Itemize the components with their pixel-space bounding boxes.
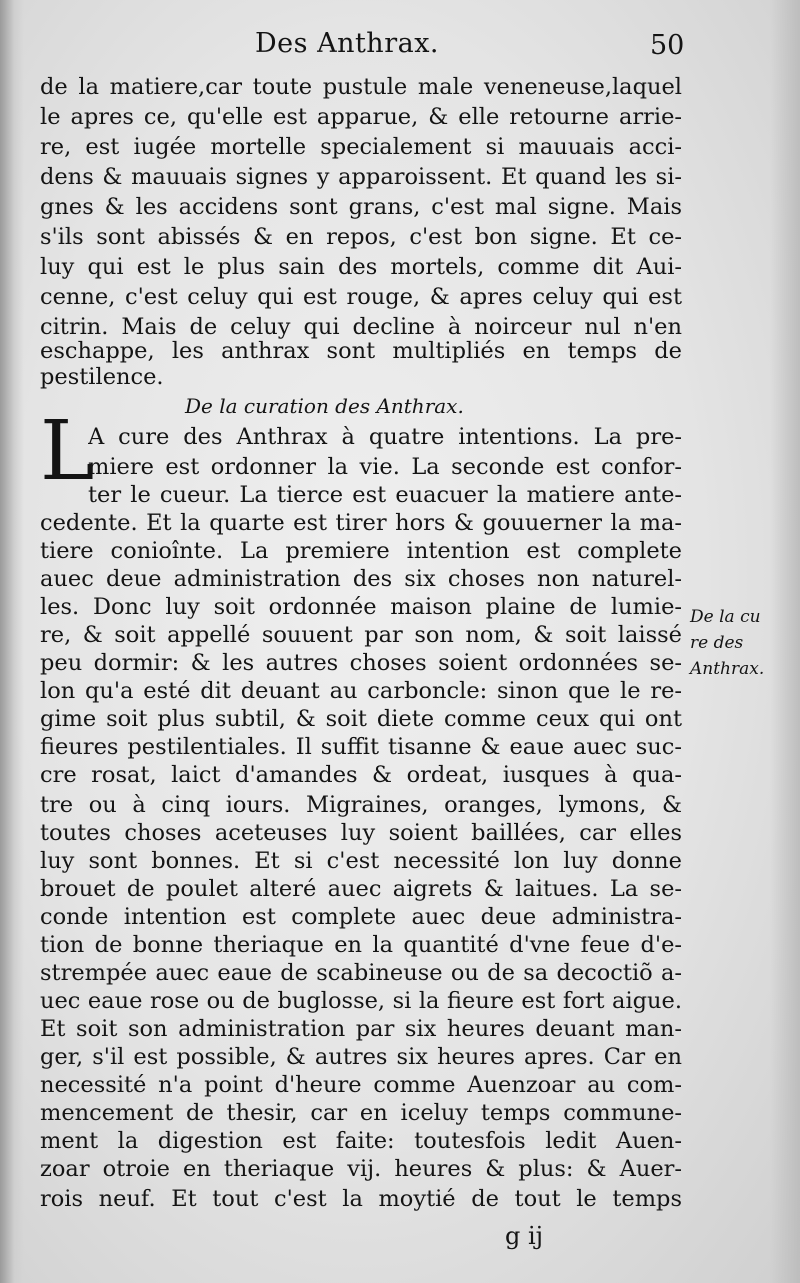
text-line: uec eaue rose ou de buglosse, si la fieure est fort aigue. xyxy=(40,988,682,1014)
section-heading: De la curation des Anthrax. xyxy=(185,394,464,418)
text-line: de la matiere,car toute pustule male veneneuse,laquel xyxy=(40,74,682,100)
text-line: Et soit son administration par six heures deuant man- xyxy=(40,1016,682,1042)
text-line: re, est iugée mortelle specialement si mauuais acci- xyxy=(40,134,682,160)
text-line: fieures pestilentiales. Il suffit tisanne & eaue auec suc- xyxy=(40,734,682,760)
text-line: conde intention est complete auec deue administra- xyxy=(40,904,682,930)
text-line: gnes & les accidens sont grans, c'est mal signe. Mais xyxy=(40,194,682,220)
text-line: zoar otroie en theriaque vij. heures & plus: & Auer- xyxy=(40,1156,682,1182)
text-line: les. Donc luy soit ordonnée maison plaine de lumie- xyxy=(40,594,682,620)
text-line: ter le cueur. La tierce est euacuer la matiere ante- xyxy=(88,482,682,508)
text-line: auec deue administration des six choses non naturel- xyxy=(40,566,682,592)
text-line: s'ils sont abissés & en repos, c'est bon signe. Et ce- xyxy=(40,224,682,250)
margin-note-line: Anthrax. xyxy=(690,659,765,679)
text-line: cedente. Et la quarte est tirer hors & gouuerner la ma- xyxy=(40,510,682,536)
text-line: rois neuf. Et tout c'est la moytié de tout le temps xyxy=(40,1186,682,1212)
text-line: lon qu'a esté dit deuant au carboncle: sinon que le re- xyxy=(40,678,682,704)
text-line: miere est ordonner la vie. La seconde est confor- xyxy=(88,454,682,480)
page-number: 50 xyxy=(650,30,685,61)
text-line: luy qui est le plus sain des mortels, comme dit Aui- xyxy=(40,254,682,280)
text-line: A cure des Anthrax à quatre intentions. La pre- xyxy=(88,424,682,450)
text-line: gime soit plus subtil, & soit diete comme ceux qui ont xyxy=(40,706,682,732)
text-line: strempée auec eaue de scabineuse ou de sa decoctiõ a- xyxy=(40,960,682,986)
text-line: luy sont bonnes. Et si c'est necessité lon luy donne xyxy=(40,848,682,874)
signature-mark: g ij xyxy=(505,1222,544,1250)
text-line: cre rosat, laict d'amandes & ordeat, iusques à qua- xyxy=(40,762,682,788)
text-line: cenne, c'est celuy qui est rouge, & apres celuy qui est xyxy=(40,284,682,310)
text-line: le apres ce, qu'elle est apparue, & elle retourne arrie- xyxy=(40,104,682,130)
text-line: citrin. Mais de celuy qui decline à noirceur nul n'en xyxy=(40,314,682,340)
margin-note-line: De la cu xyxy=(690,607,761,627)
text-line: ment la digestion est faite: toutesfois ledit Auen- xyxy=(40,1128,682,1154)
margin-note-line: re des xyxy=(690,633,744,653)
drop-cap: L xyxy=(40,404,95,499)
text-line: necessité n'a point d'heure comme Auenzoar au com- xyxy=(40,1072,682,1098)
text-line: tre ou à cinq iours. Migraines, oranges, lymons, & xyxy=(40,792,682,818)
running-head: Des Anthrax. xyxy=(255,28,440,59)
text-line: eschappe, les anthrax sont multipliés en temps de xyxy=(40,338,682,364)
text-line: toutes choses aceteuses luy soient baillées, car elles xyxy=(40,820,682,846)
text-line: pestilence. xyxy=(40,364,164,390)
text-line: re, & soit appellé souuent par son nom, & soit laissé xyxy=(40,622,682,648)
text-line: ger, s'il est possible, & autres six heures apres. Car en xyxy=(40,1044,682,1070)
margin-note xyxy=(690,604,790,682)
text-line: tiere conioînte. La premiere intention est complete xyxy=(40,538,682,564)
text-line: brouet de poulet alteré auec aigrets & laitues. La se- xyxy=(40,876,682,902)
text-line: tion de bonne theriaque en la quantité d'vne feue d'e- xyxy=(40,932,682,958)
text-line: mencement de thesir, car en iceluy temps commune- xyxy=(40,1100,682,1126)
text-line: dens & mauuais signes y apparoissent. Et quand les si- xyxy=(40,164,682,190)
text-line: peu dormir: & les autres choses soient ordonnées se- xyxy=(40,650,682,676)
